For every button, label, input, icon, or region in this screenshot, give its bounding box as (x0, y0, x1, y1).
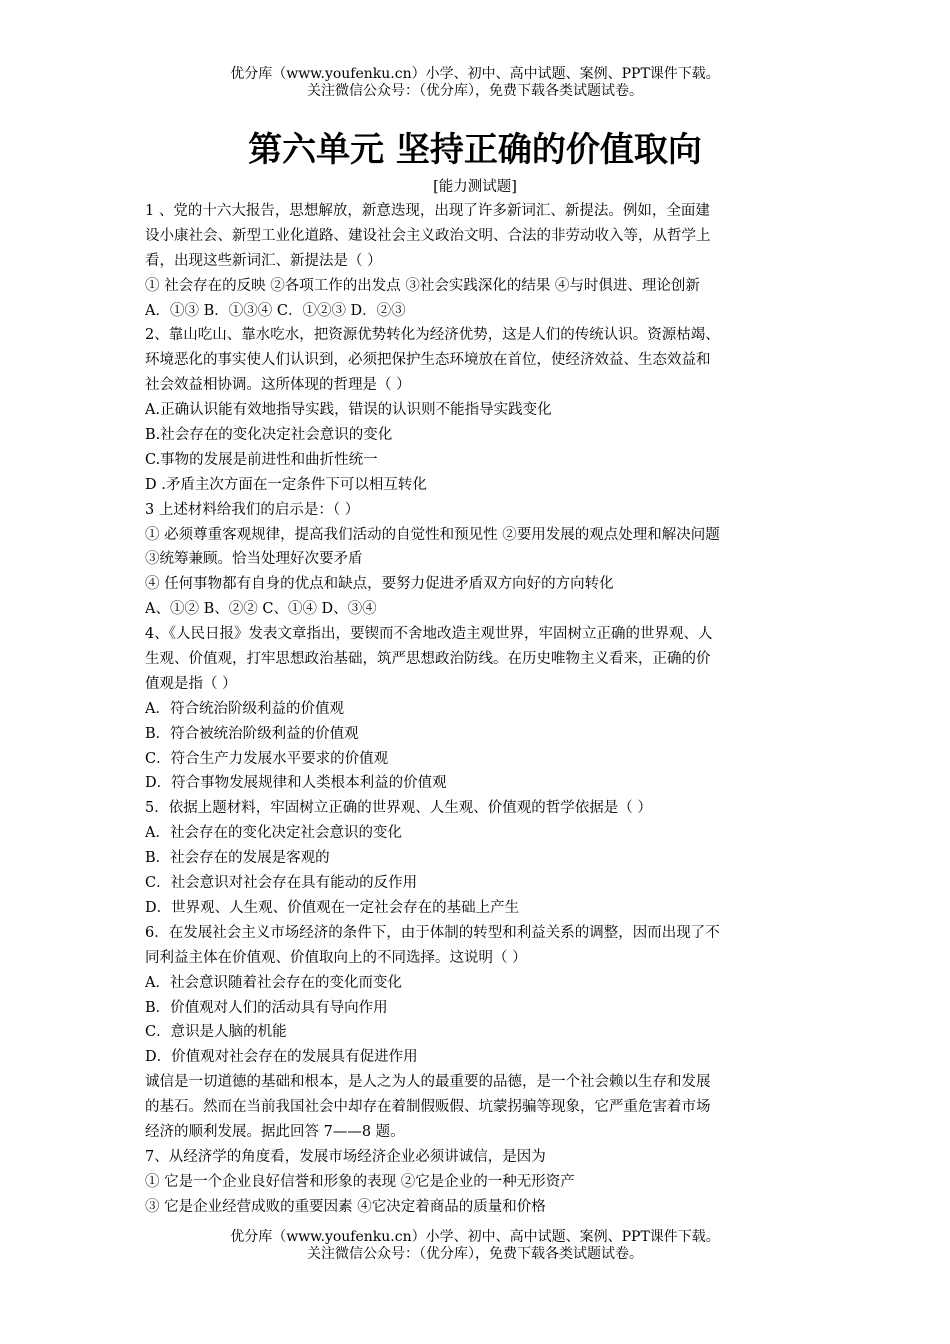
page-footer (0, 1229, 950, 1263)
text-line: A、①② B、②② C、①④ D、③④ (145, 601, 377, 618)
text-line: ③统筹兼顾。恰当处理好次要矛盾 (145, 551, 363, 568)
text-line: 2、靠山吃山、靠水吃水，把资源优势转化为经济优势，这是人们的传统认识。资源枯竭、 (145, 327, 720, 344)
text-line: B．社会存在的发展是客观的 (145, 850, 330, 867)
text-line: 6．在发展社会主义市场经济的条件下，由于体制的转型和利益关系的调整，因而出现了不 (145, 924, 720, 941)
text-line: A．社会存在的变化决定社会意识的变化 (145, 825, 402, 842)
text-line: B．符合被统治阶级利益的价值观 (145, 725, 359, 742)
text-line: 诚信是一切道德的基础和根本，是人之为人的最重要的品德，是一个社会赖以生存和发展 (145, 1074, 711, 1091)
text-line: A.正确认识能有效地指导实践，错误的认识则不能指导实践变化 (145, 402, 552, 419)
text-line: 同利益主体在价值观、价值取向上的不同选择。这说明（ ） (145, 949, 527, 966)
text-line: 1 、党的十六大报告，思想解放，新意迭现，出现了许多新词汇、新提法。例如，全面建 (145, 203, 710, 219)
text-line: C．符合生产力发展水平要求的价值观 (145, 750, 389, 767)
text-line: 7、从经济学的角度看，发展市场经济企业必须讲诚信，是因为 (145, 1148, 546, 1165)
header-line-1: 优分库（www.youfenku.cn）小学、初中、高中试题、案例、PPT课件下载。 (230, 66, 720, 82)
text-line: A．符合统治阶级利益的价值观 (145, 700, 344, 717)
footer-line-2: 关注微信公众号：（优分库），免费下载各类试题试卷。 (307, 1246, 643, 1262)
text-line: ① 社会存在的反映 ②各项工作的出发点 ③社会实践深化的结果 ④与时俱进、理论创新 (145, 277, 700, 294)
text-line: B．价值观对人们的活动具有导向作用 (145, 999, 388, 1016)
text-line: ① 必须尊重客观规律，提高我们活动的自觉性和预见性 ②要用发展的观点处理和解决问题 (145, 526, 720, 543)
text-line: 4、《人民日报》发表文章指出，要锲而不舍地改造主观世界，牢固树立正确的世界观、人 (145, 626, 713, 643)
text-line: ① 它是一个企业良好信誉和形象的表现 ②它是企业的一种无形资产 (145, 1173, 575, 1190)
text-line: C．意识是人脑的机能 (145, 1024, 287, 1041)
text-line: 设小康社会、新型工业化道路、建设社会主义政治文明、合法的非劳动收入等，从哲学上 (145, 227, 711, 244)
header-line-2: 关注微信公众号：（优分库），免费下载各类试题试卷。 (307, 83, 643, 99)
text-line: ③ 它是企业经营成败的重要因素 ④它决定着商品的质量和价格 (145, 1198, 546, 1215)
text-line: C．社会意识对社会存在具有能动的反作用 (145, 875, 418, 892)
text-line: 值观是指（ ） (145, 675, 237, 692)
text-line: D．世界观、人生观、价值观在一定社会存在的基础上产生 (145, 899, 520, 916)
text-line: 3 上述材料给我们的启示是：（ ） (145, 501, 360, 518)
text-line: A．社会意识随着社会存在的变化而变化 (145, 974, 402, 991)
text-line: ④ 任何事物都有自身的优点和缺点，要努力促进矛盾双方向好的方向转化 (145, 576, 614, 593)
text-line: D．符合事物发展规律和人类根本利益的价值观 (145, 775, 447, 792)
text-line: A．①③ B．①③④ C．①②③ D．②③ (145, 302, 406, 319)
text-line: 社会效益相协调。这所体现的哲理是（ ） (145, 377, 411, 394)
text-line: B.社会存在的变化决定社会意识的变化 (145, 427, 393, 444)
text-line: 的基石。然而在当前我国社会中却存在着制假贩假、坑蒙拐骗等现象，它严重危害着市场 (145, 1099, 711, 1116)
text-line: 5．依据上题材料，牢固树立正确的世界观、人生观、价值观的哲学依据是（ ） (145, 800, 652, 817)
text-line: C.事物的发展是前进性和曲折性统一 (145, 451, 378, 468)
page-subtitle: [能力测试题] (433, 179, 517, 195)
text-line: 生观、价值观，打牢思想政治基础，筑严思想政治防线。在历史唯物主义看来，正确的价 (145, 651, 711, 668)
text-line: 看，出现这些新词汇、新提法是（ ） (145, 252, 382, 269)
footer-line-1: 优分库（www.youfenku.cn）小学、初中、高中试题、案例、PPT课件下载。 (230, 1229, 720, 1245)
page-header (0, 66, 950, 100)
text-line: D．价值观对社会存在的发展具有促进作用 (145, 1049, 418, 1066)
text-line: 环境恶化的事实使人们认识到，必须把保护生态环境放在首位，使经济效益、生态效益和 (145, 352, 711, 369)
text-line: D .矛盾主次方面在一定条件下可以相互转化 (145, 476, 427, 493)
page-title: 第六单元 坚持正确的价值取向 (248, 130, 702, 170)
text-line: 经济的顺利发展。据此回答 7——8 题。 (145, 1123, 405, 1140)
question-body (145, 199, 810, 1220)
